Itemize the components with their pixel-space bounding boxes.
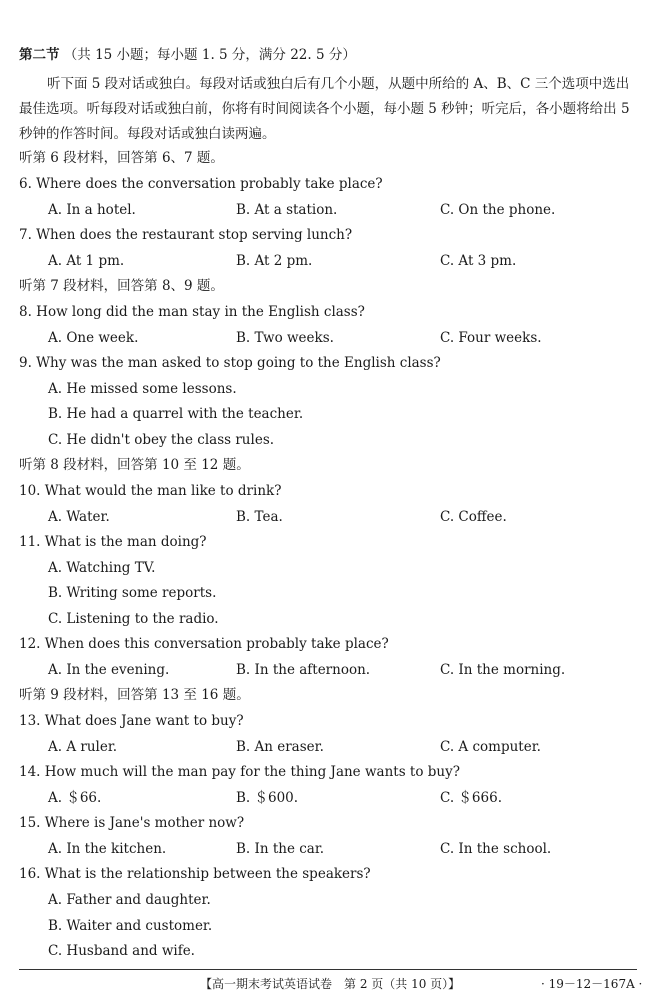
question-stem: 16. What is the relationship between the speakers? [19, 866, 371, 882]
page-footer: 【高一期末考试英语试卷 第 2 页（共 10 页）】 [200, 977, 461, 991]
option-c: C. Listening to the radio. [48, 611, 219, 627]
option-c: C. In the school. [440, 841, 552, 857]
group-intro: 听第 6 段材料，回答第 6、7 题。 [19, 150, 224, 166]
option-c: C. At 3 pm. [440, 253, 517, 269]
section-title: 第二节 [19, 47, 60, 63]
option-b: B. ＄600. [236, 790, 299, 806]
option-a: A. Father and daughter. [48, 892, 211, 908]
option-a: A. Watching TV. [48, 560, 156, 576]
question-stem: 15. Where is Jane's mother now? [19, 815, 245, 831]
question-stem: 11. What is the man doing? [19, 534, 207, 550]
question-stem: 9. Why was the man asked to stop going to the English class? [19, 355, 441, 371]
question-stem: 8. How long did the man stay in the English class? [19, 304, 365, 320]
option-c: C. A computer. [440, 739, 541, 755]
group-intro: 听第 8 段材料，回答第 10 至 12 题。 [19, 457, 250, 473]
option-b: B. He had a quarrel with the teacher. [48, 406, 304, 422]
option-b: B. An eraser. [236, 739, 324, 755]
option-a: A. A ruler. [48, 739, 118, 755]
option-b: B. Waiter and customer. [48, 918, 213, 934]
group-intro: 听第 7 段材料，回答第 8、9 题。 [19, 278, 224, 294]
group-intro: 听第 9 段材料，回答第 13 至 16 题。 [19, 687, 250, 703]
option-b: B. Tea. [236, 509, 283, 525]
option-b: B. In the car. [236, 841, 325, 857]
paper-code: · 19－12－167A · [541, 977, 643, 991]
option-a: A. He missed some lessons. [48, 381, 237, 397]
option-b: B. At a station. [236, 202, 338, 218]
option-b: B. In the afternoon. [236, 662, 371, 678]
option-c: C. Four weeks. [440, 330, 542, 346]
option-b: B. At 2 pm. [236, 253, 313, 269]
option-b: B. Writing some reports. [48, 585, 217, 601]
option-a: A. Water. [48, 509, 110, 525]
option-c: C. ＄666. [440, 790, 502, 806]
question-stem: 10. What would the man like to drink? [19, 483, 282, 499]
question-stem: 7. When does the restaurant stop serving lunch? [19, 227, 353, 243]
option-a: A. In the kitchen. [48, 841, 167, 857]
question-stem: 6. Where does the conversation probably take place? [19, 176, 383, 192]
option-a: A. In a hotel. [48, 202, 136, 218]
section-instructions: 听下面 5 段对话或独白。每段对话或独白后有几个小题，从题中所给的 A、B、C 三个选项中选出最佳选项。听每段对话或独白前，你将有时间阅读各个小题，每小题 5 秒钟；听完后，各小题将给出 5 秒钟的作答时间。每段对话或独白读两遍。 [19, 76, 630, 142]
question-stem: 12. When does this conversation probably take place? [19, 636, 389, 652]
option-a: A. One week. [48, 330, 139, 346]
question-stem: 13. What does Jane want to buy? [19, 713, 244, 729]
option-c: C. On the phone. [440, 202, 556, 218]
section-header [19, 46, 356, 64]
option-c: C. In the morning. [440, 662, 566, 678]
option-c: C. Husband and wife. [48, 943, 195, 959]
option-a: A. In the evening. [48, 662, 170, 678]
option-a: A. At 1 pm. [48, 253, 125, 269]
option-a: A. ＄66. [48, 790, 102, 806]
question-stem: 14. How much will the man pay for the thing Jane wants to buy? [19, 764, 460, 780]
footer-divider [19, 969, 637, 970]
option-c: C. He didn't obey the class rules. [48, 432, 275, 448]
option-b: B. Two weeks. [236, 330, 334, 346]
section-scoring: （共 15 小题；每小题 1. 5 分，满分 22. 5 分） [63, 47, 356, 63]
option-c: C. Coffee. [440, 509, 507, 525]
